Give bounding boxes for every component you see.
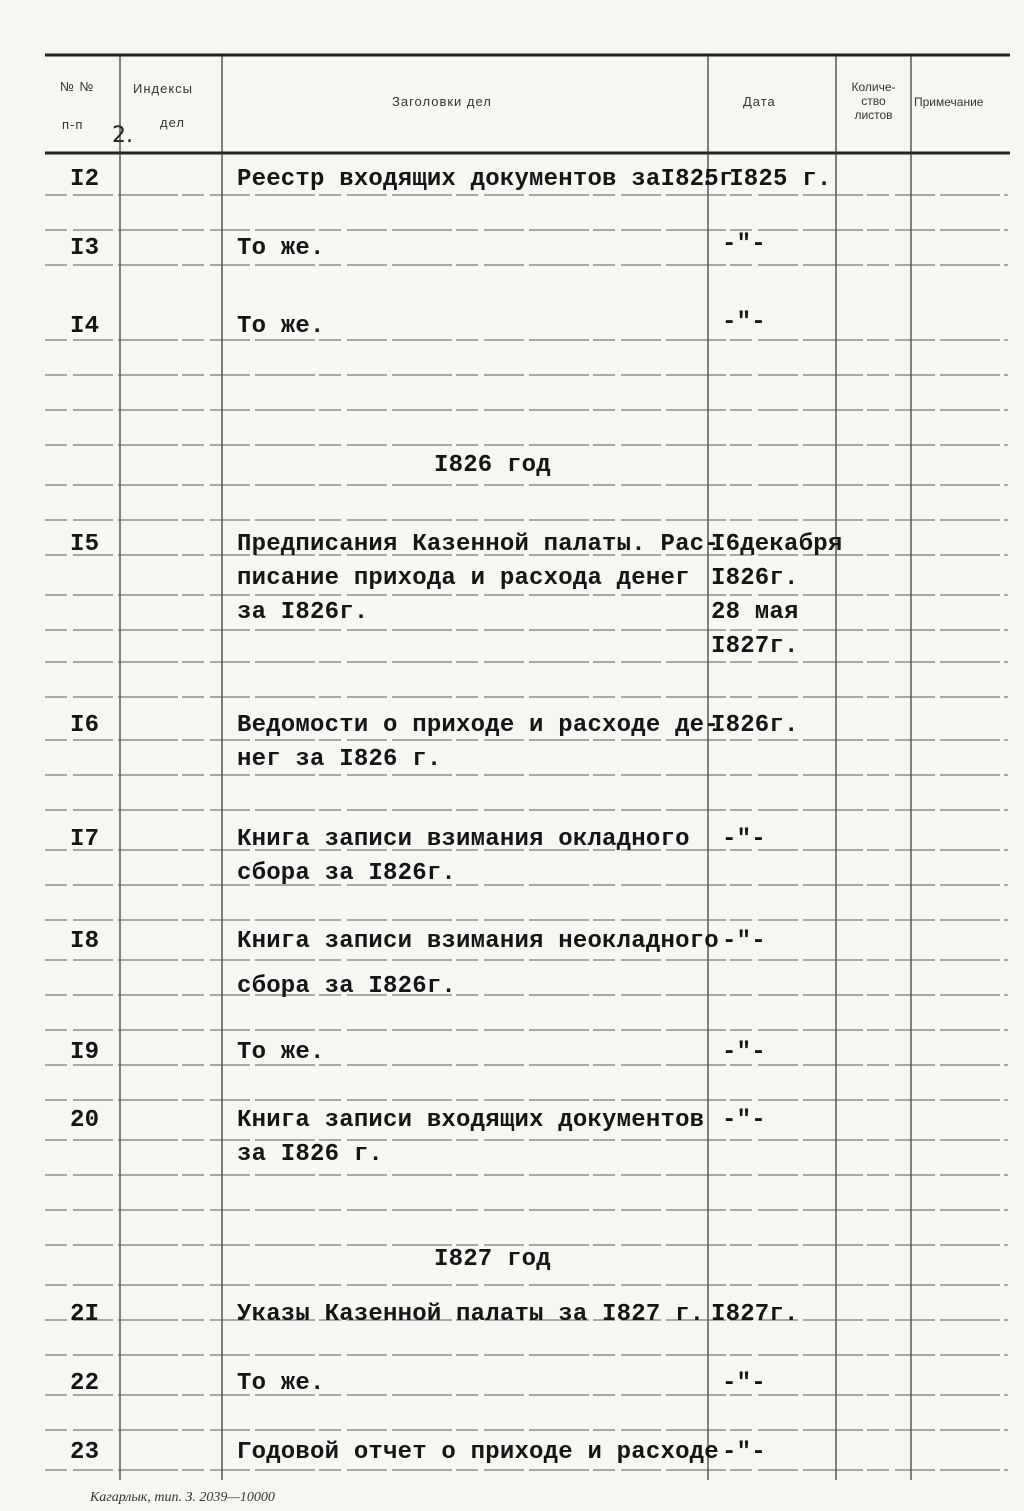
column-number-sublabel: п-п bbox=[62, 117, 84, 132]
row-title: нег за I826 г. bbox=[237, 746, 442, 773]
row-title: Книга записи взимания неокладного bbox=[237, 928, 719, 955]
row-title: за I826 г. bbox=[237, 1141, 384, 1168]
row-number: 2I bbox=[70, 1301, 100, 1328]
column-title-label: Заголовки дел bbox=[392, 94, 492, 109]
row-date: . I825 г. bbox=[700, 166, 832, 193]
printer-imprint: Кагарлык, тип. З. 2039—10000 bbox=[90, 1490, 275, 1505]
row-title: То же. bbox=[237, 235, 325, 262]
row-date: -"- bbox=[722, 826, 766, 853]
count-label-line: листов bbox=[854, 108, 893, 122]
row-number: I5 bbox=[70, 531, 100, 558]
row-number: I8 bbox=[70, 928, 100, 955]
column-count-label bbox=[836, 80, 911, 122]
row-date: -"- bbox=[722, 1370, 766, 1397]
handwritten-mark: 2. bbox=[112, 123, 133, 148]
row-number: 23 bbox=[70, 1439, 100, 1466]
row-date: -"- bbox=[722, 1439, 766, 1466]
section-heading-1827: I827 год bbox=[434, 1246, 551, 1273]
row-number: 22 bbox=[70, 1370, 100, 1397]
row-date: I826г. bbox=[711, 712, 799, 739]
row-number: I3 bbox=[70, 235, 100, 262]
section-heading-1826: I826 год bbox=[434, 452, 551, 479]
row-title: Ведомости о приходе и расходе де- bbox=[237, 712, 719, 739]
row-date: -"- bbox=[722, 231, 766, 258]
row-title: сбора за I826г. bbox=[237, 973, 457, 1000]
row-number: I2 bbox=[70, 166, 100, 193]
column-number-label: № № bbox=[60, 79, 95, 94]
row-date: -"- bbox=[722, 309, 766, 336]
row-date: I6декабря bbox=[711, 531, 843, 558]
row-number: I4 bbox=[70, 313, 100, 340]
row-date: -"- bbox=[722, 928, 766, 955]
row-title: Книга записи взимания окладного bbox=[237, 826, 690, 853]
row-date: -"- bbox=[722, 1107, 766, 1134]
column-index-sublabel: дел bbox=[160, 115, 185, 130]
column-date-label: Дата bbox=[743, 94, 776, 109]
row-number: 20 bbox=[70, 1107, 100, 1134]
row-title: Годовой отчет о приходе и расходе bbox=[237, 1439, 719, 1466]
row-title: за I826г. bbox=[237, 599, 369, 626]
row-number: I9 bbox=[70, 1039, 100, 1066]
count-label-line: Количе- bbox=[851, 80, 896, 94]
column-note-label: Примечание bbox=[914, 95, 984, 109]
column-index-label: Индексы bbox=[133, 81, 194, 96]
row-title: Указы Казенной палаты за I827 г. bbox=[237, 1301, 705, 1328]
row-title: То же. bbox=[237, 1370, 325, 1397]
row-date: I827г. bbox=[711, 1301, 799, 1328]
row-date: -"- bbox=[722, 1039, 766, 1066]
row-number: I6 bbox=[70, 712, 100, 739]
count-label-line: ство bbox=[861, 94, 886, 108]
row-number: I7 bbox=[70, 826, 100, 853]
row-date: 28 мая bbox=[711, 599, 799, 626]
row-title: Книга записи входящих документов bbox=[237, 1107, 705, 1134]
row-title: Предписания Казенной палаты. Рас- bbox=[237, 531, 719, 558]
row-title: Реестр входящих документов заI825г bbox=[237, 166, 734, 193]
row-date: I826г. bbox=[711, 565, 799, 592]
row-title: писание прихода и расхода денег bbox=[237, 565, 690, 592]
row-date: I827г. bbox=[711, 633, 799, 660]
row-title: То же. bbox=[237, 1039, 325, 1066]
row-title: сбора за I826г. bbox=[237, 860, 457, 887]
row-title: То же. bbox=[237, 313, 325, 340]
